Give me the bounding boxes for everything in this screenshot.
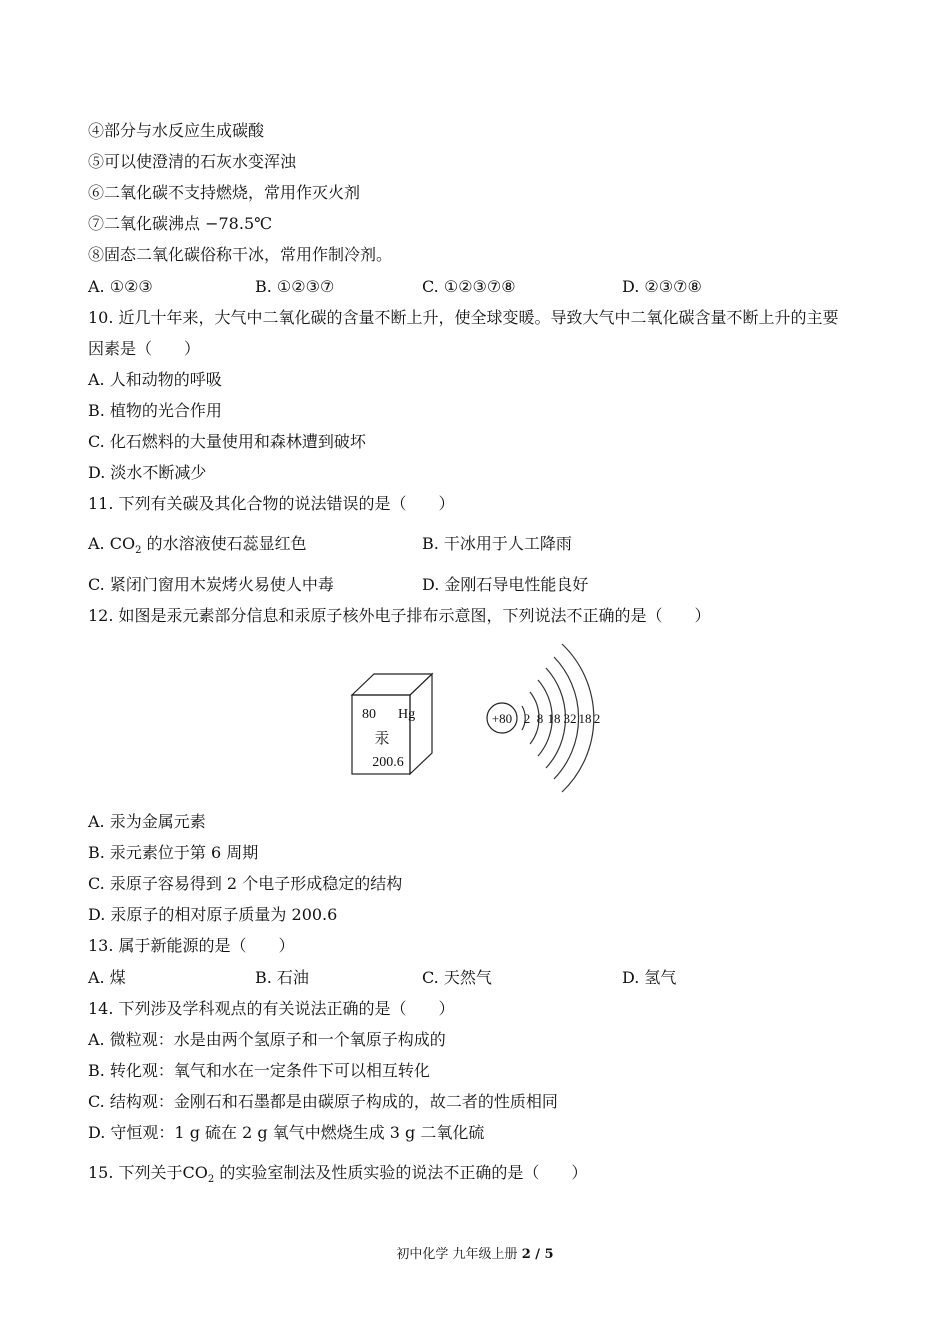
element-symbol: Hg xyxy=(398,707,416,722)
q9-item-7: ⑦二氧化碳沸点 −78.5℃ xyxy=(88,214,273,233)
q11-option-b: B. 干冰用于人工降雨 xyxy=(422,534,572,553)
q14-option-b: B. 转化观：氧气和水在一定条件下可以相互转化 xyxy=(88,1061,430,1080)
shell-5-count: 18 xyxy=(578,711,592,726)
q12-option-c: C. 汞原子容易得到 2 个电子形成稳定的结构 xyxy=(88,874,403,893)
q10-option-b: B. 植物的光合作用 xyxy=(88,401,222,420)
q14-option-c: C. 结构观：金刚石和石墨都是由碳原子构成的，故二者的性质相同 xyxy=(88,1092,558,1111)
element-name: 汞 xyxy=(374,729,390,747)
q12-option-b: B. 汞元素位于第 6 周期 xyxy=(88,843,259,862)
mercury-figure xyxy=(340,640,620,800)
q9-item-4: ④部分与水反应生成碳酸 xyxy=(88,121,265,140)
element-atomic-number: 80 xyxy=(362,707,376,722)
q9-option-c: C. ①②③⑦⑧ xyxy=(422,277,516,296)
q10-option-d: D. 淡水不断减少 xyxy=(88,463,207,482)
shell-4-count: 32 xyxy=(563,711,577,726)
q10-stem-line1: 10. 近几十年来，大气中二氧化碳的含量不断上升，使全球变暖。导致大气中二氧化碳含量不断上升的主要 xyxy=(88,308,839,327)
q14-option-a: A. 微粒观：水是由两个氢原子和一个氧原子构成的 xyxy=(88,1030,446,1049)
q9-option-d: D. ②③⑦⑧ xyxy=(622,277,702,296)
q9-option-a: A. ①②③ xyxy=(88,277,153,296)
q12-option-a: A. 汞为金属元素 xyxy=(88,812,206,831)
q13-option-a: A. 煤 xyxy=(88,968,126,987)
q13-option-b: B. 石油 xyxy=(255,968,309,987)
q10-option-a: A. 人和动物的呼吸 xyxy=(88,370,222,389)
q11-stem: 11. 下列有关碳及其化合物的说法错误的是（ ） xyxy=(88,494,455,513)
q11-option-a: A. $CO_2$ 的水溶液使石蕊显红色 xyxy=(88,534,307,557)
q14-stem: 14. 下列涉及学科观点的有关说法正确的是（ ） xyxy=(88,999,455,1018)
element-mass: 200.6 xyxy=(372,755,404,770)
shell-6-count: 2 xyxy=(593,711,601,726)
shell-3-count: 18 xyxy=(547,711,561,726)
q12-option-d: D. 汞原子的相对原子质量为 200.6 xyxy=(88,905,338,924)
q13-stem: 13. 属于新能源的是（ ） xyxy=(88,936,295,955)
page-footer xyxy=(0,1246,950,1264)
q9-item-8: ⑧固态二氧化碳俗称干冰，常用作制冷剂。 xyxy=(88,245,393,264)
page-number: 2 / 5 xyxy=(521,1247,554,1262)
q10-option-c: C. 化石燃料的大量使用和森林遭到破坏 xyxy=(88,432,366,451)
mercury-diagram xyxy=(340,640,620,800)
q11-option-c: C. 紧闭门窗用木炭烤火易使人中毒 xyxy=(88,575,334,594)
nucleus-charge: +80 xyxy=(491,711,513,726)
q11-option-d: D. 金刚石导电性能良好 xyxy=(422,575,589,594)
q13-option-d: D. 氢气 xyxy=(622,968,677,987)
q12-stem: 12. 如图是汞元素部分信息和汞原子核外电子排布示意图，下列说法不正确的是（ ） xyxy=(88,606,711,625)
q9-option-b: B. ①②③⑦ xyxy=(255,277,335,296)
q9-item-5: ⑤可以使澄清的石灰水变浑浊 xyxy=(88,152,297,171)
shell-1-count: 2 xyxy=(523,711,531,726)
q10-stem-line2: 因素是（ ） xyxy=(88,339,201,358)
q13-option-c: C. 天然气 xyxy=(422,968,492,987)
footer-text: 初中化学 九年级上册 xyxy=(396,1247,522,1262)
shell-2-count: 8 xyxy=(536,711,544,726)
q14-option-d: D. 守恒观：1 g 硫在 2 g 氧气中燃烧生成 3 g 二氧化硫 xyxy=(88,1123,485,1142)
q9-item-6: ⑥二氧化碳不支持燃烧，常用作灭火剂 xyxy=(88,183,361,202)
q15-stem: 15. 下列关于$CO_2$ 的实验室制法及性质实验的说法不正确的是（ ） xyxy=(88,1163,588,1186)
